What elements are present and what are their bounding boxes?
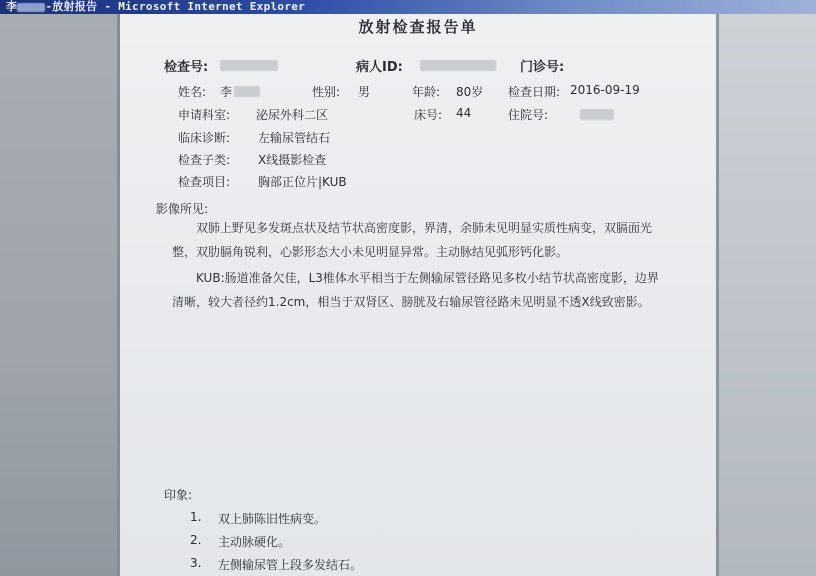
impression-text-1: 双上肺陈旧性病变。: [218, 512, 327, 526]
impression-text-3: 左侧输尿管上段多发结石。: [218, 558, 363, 572]
findings-paragraph-2: [172, 266, 682, 314]
sex-label: 性别:: [312, 85, 341, 99]
dept-value: 泌尿外科二区: [256, 108, 329, 122]
clinic-no-label: 门诊号:: [520, 60, 565, 75]
name-value: 李: [220, 85, 233, 99]
window-title-bar[interactable]: [0, 0, 816, 14]
exam-date-value: 2016-09-19: [570, 83, 640, 97]
subtype-label: 检查子类:: [178, 153, 231, 167]
findings-paragraph-1: [172, 216, 682, 264]
exam-no-label: 检查号:: [164, 60, 209, 75]
findings-p1-line2: 整，双肋膈角锐利，心影形态大小未见明显异常。主动脉结见弧形钙化影。: [172, 245, 569, 259]
redacted-name-value: [234, 86, 260, 97]
inpatient-label: 住院号:: [508, 108, 549, 122]
exam-date-label: 检查日期:: [508, 85, 561, 99]
right-border: [716, 14, 719, 576]
diagnosis-label: 临床诊断:: [178, 131, 231, 145]
diagnosis-value: 左输尿管结石: [258, 131, 331, 145]
redacted-patient-id: [420, 60, 496, 71]
findings-label: 影像所见:: [156, 202, 209, 216]
item-value: 胸部正位片|KUB: [258, 175, 347, 189]
impression-label: 印象:: [164, 488, 193, 502]
impression-num-2: 2.: [190, 533, 202, 547]
window-title: 李 -放射报告 - Microsoft Internet Explorer: [6, 0, 306, 13]
findings-p1-line1: 双肺上野见多发斑点状及结节状高密度影，界清，余肺未见明显实质性病变，双膈面光: [196, 221, 653, 235]
redacted-inpatient-no: [580, 109, 614, 120]
age-value: 80岁: [456, 85, 484, 99]
bed-label: 床号:: [414, 108, 443, 122]
patient-id-label: 病人ID:: [356, 60, 403, 75]
bed-value: 44: [456, 106, 472, 120]
window-right-margin: [716, 14, 816, 576]
age-label: 年龄:: [412, 85, 441, 99]
findings-p2-line1: KUB:肠道准备欠佳，L3椎体水平相当于左侧输尿管径路见多枚小结节状高密度影，边界: [196, 271, 659, 285]
sex-value: 男: [358, 85, 371, 99]
subtype-value: X线摄影检查: [258, 153, 327, 167]
window-left-margin: [0, 14, 120, 576]
findings-p2-line2: 清晰，较大者径约1.2cm，相当于双肾区、膀胱及右输尿管径路未见明显不透X线致密影。: [172, 295, 650, 309]
item-label: 检查项目:: [178, 175, 231, 189]
report-title: 放射检查报告单: [358, 18, 478, 36]
redacted-name: [17, 3, 45, 12]
report-page: [120, 14, 716, 576]
redacted-exam-no: [220, 60, 278, 71]
impression-num-1: 1.: [190, 510, 202, 524]
dept-label: 申请科室:: [178, 108, 231, 122]
impression-num-3: 3.: [190, 556, 202, 570]
name-label: 姓名:: [178, 85, 207, 99]
impression-text-2: 主动脉硬化。: [218, 535, 291, 549]
